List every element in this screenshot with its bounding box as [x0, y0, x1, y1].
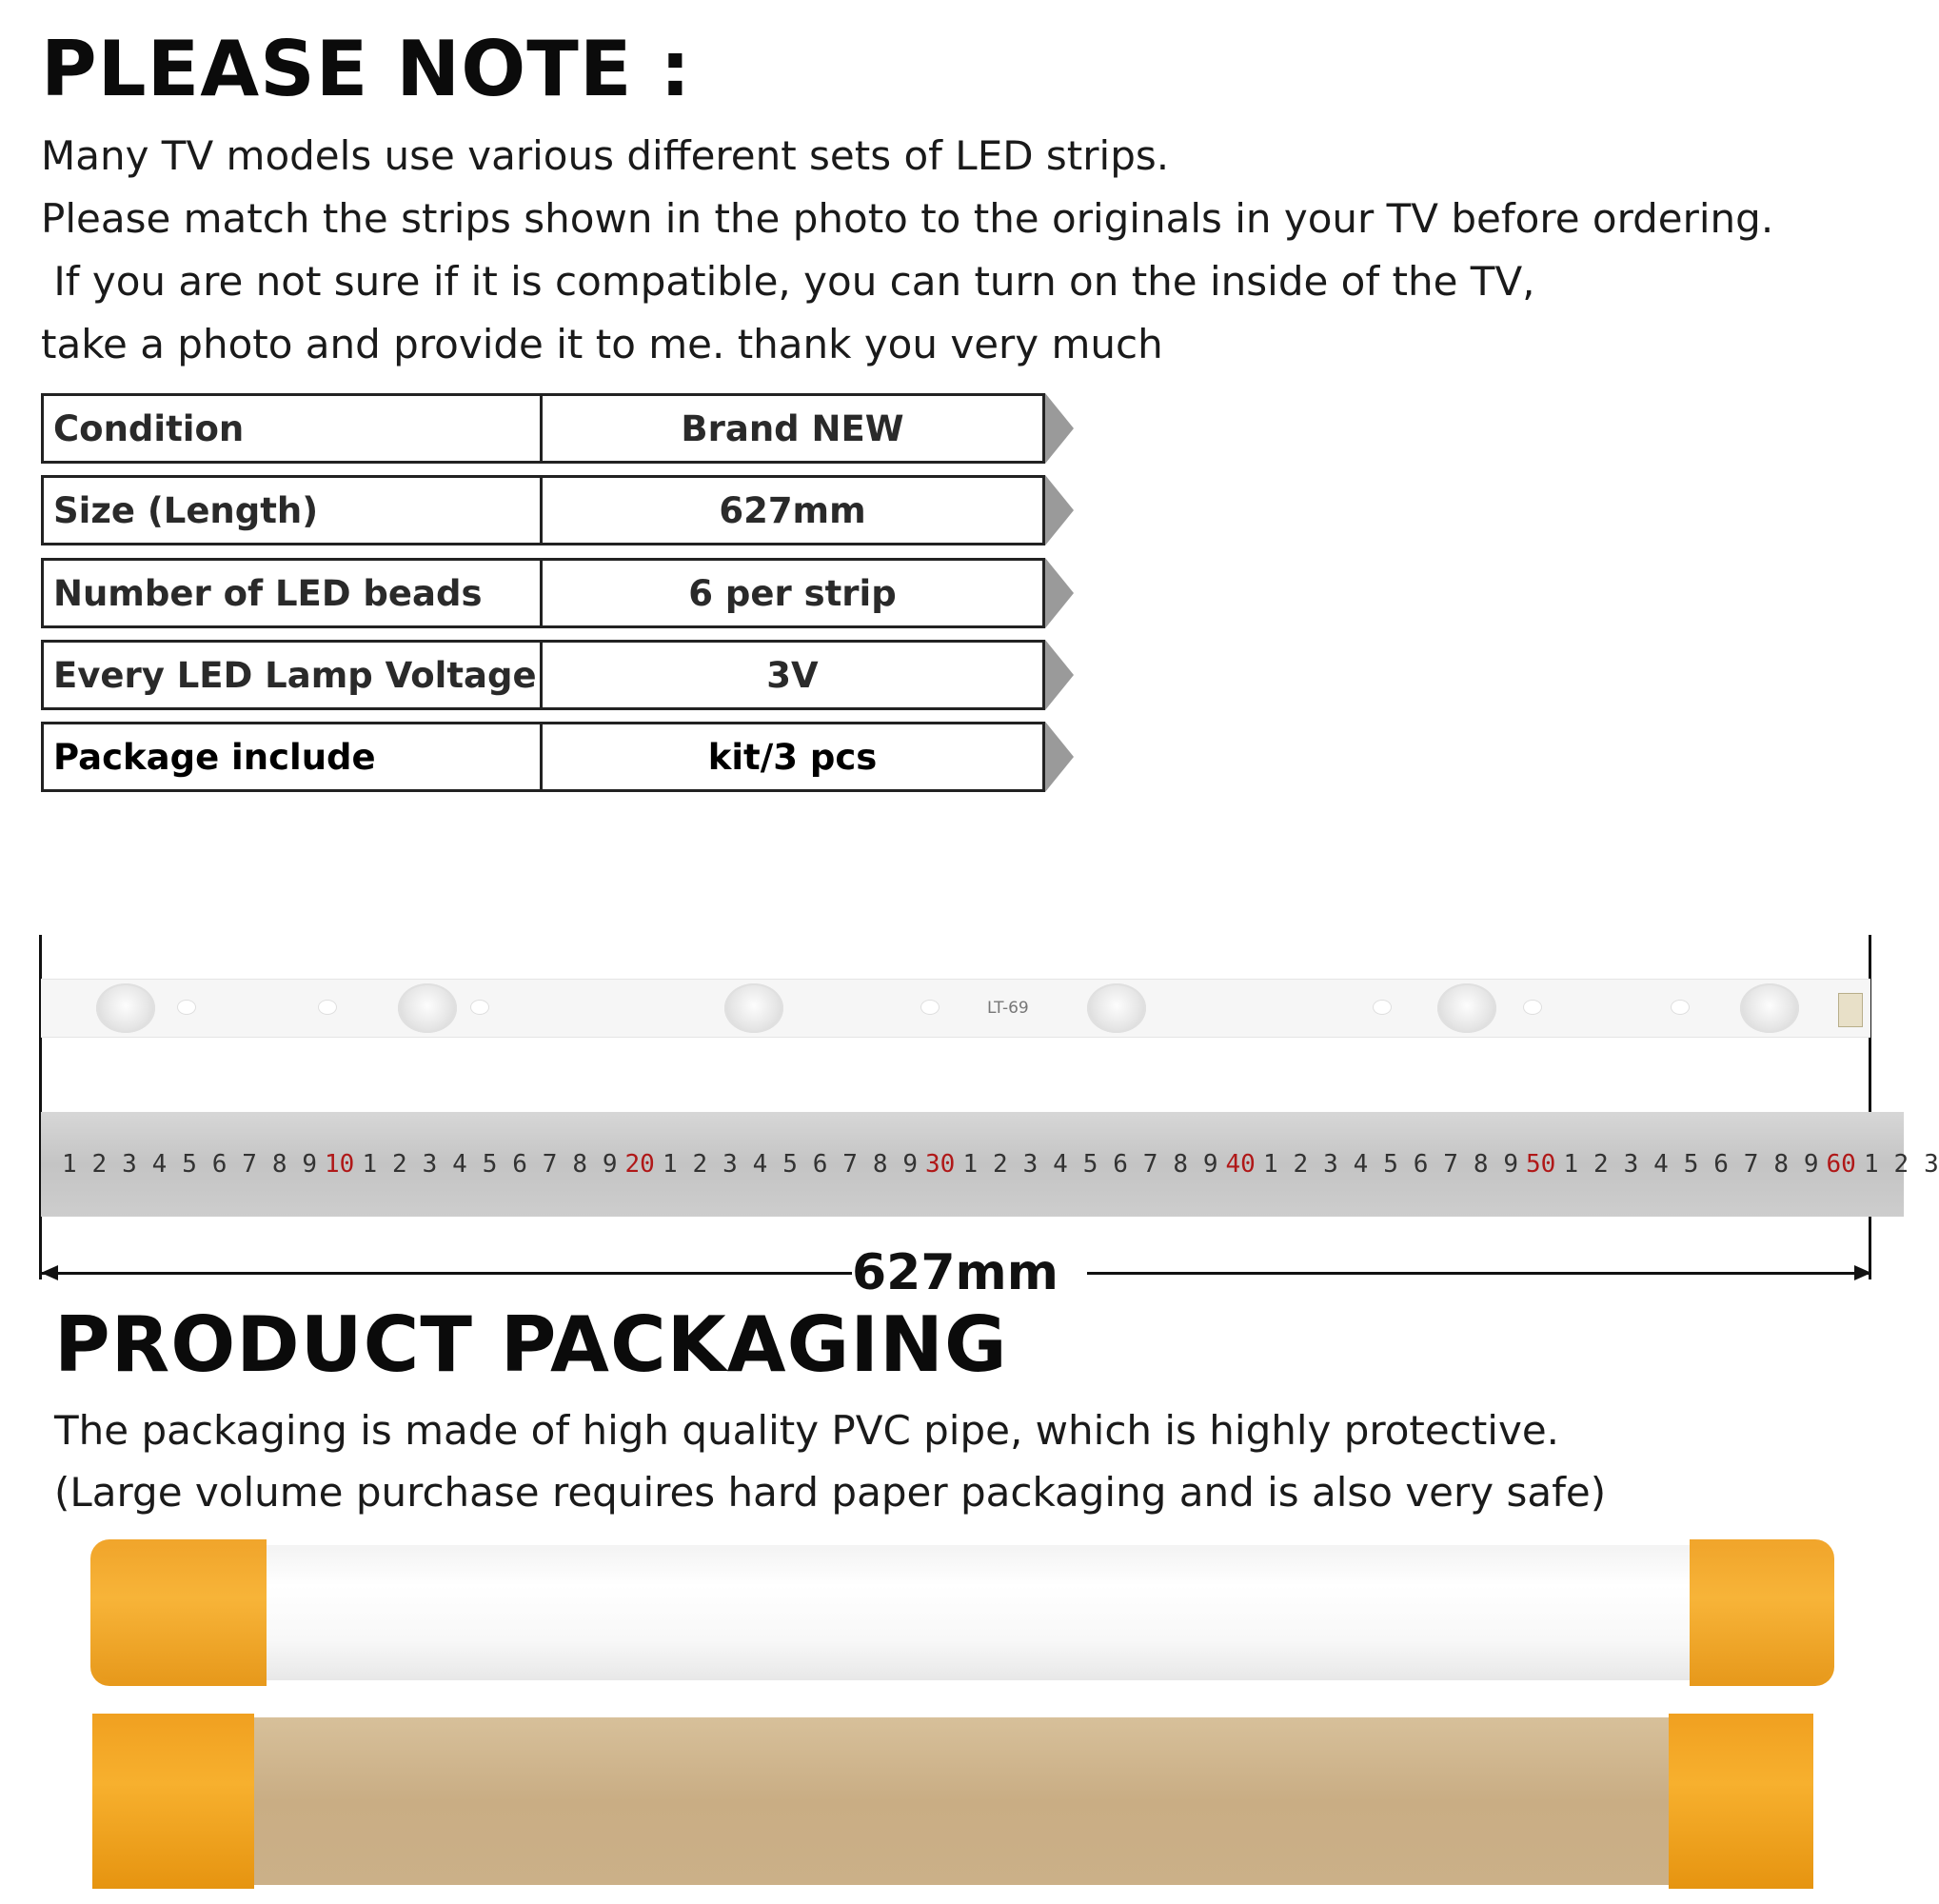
mount-hole	[1374, 1001, 1391, 1014]
packaging-line-2: (Large volume purchase requires hard paper packaging and is also very safe)	[54, 1469, 1607, 1516]
ruler-tick-label: 8	[271, 1150, 287, 1179]
ruler-tick-label: 40	[1225, 1150, 1256, 1179]
ruler-tick-label: 1	[663, 1150, 678, 1179]
dimension-line-left	[41, 1272, 852, 1275]
connector-icon	[1838, 993, 1863, 1027]
ruler-tick-label: 8	[1173, 1150, 1188, 1179]
led-strip-image	[41, 979, 1870, 1038]
ruler-tick-label: 9	[1202, 1150, 1218, 1179]
ruler-tick-label: 1	[1563, 1150, 1579, 1179]
row-arrow-icon	[1045, 558, 1074, 628]
ruler-tick-label: 6	[211, 1150, 228, 1179]
ruler-tick-label: 2	[993, 1150, 1008, 1179]
mount-hole	[471, 1001, 488, 1014]
row-arrow-icon	[1045, 475, 1074, 545]
ruler-tick-label: 3	[1022, 1150, 1039, 1179]
tape-cap-left	[90, 1539, 267, 1686]
mount-hole	[921, 1001, 939, 1014]
spec-label: Size (Length)	[41, 475, 543, 545]
ruler-tick-label: 3	[422, 1150, 438, 1179]
spec-value: kit/3 pcs	[540, 722, 1045, 792]
ruler-tick-label: 7	[242, 1150, 257, 1179]
ruler-tick-label: 8	[572, 1150, 587, 1179]
ruler-tick-label: 4	[1653, 1150, 1669, 1179]
ruler-tick-label: 2	[1593, 1150, 1609, 1179]
ruler-tick-label: 5	[1683, 1150, 1699, 1179]
led-lens-icon	[1740, 983, 1799, 1033]
row-arrow-icon	[1045, 640, 1074, 710]
mount-hole	[1524, 1001, 1541, 1014]
spec-value: Brand NEW	[540, 393, 1045, 464]
arrow-left-icon	[41, 1265, 58, 1280]
ruler-tick-label: 50	[1525, 1150, 1556, 1179]
note-title: PLEASE NOTE :	[41, 25, 692, 113]
ruler-tick-label: 7	[1142, 1150, 1158, 1179]
ruler-tick-label: 5	[1082, 1150, 1098, 1179]
ruler-tick-label: 9	[602, 1150, 618, 1179]
ruler-tick-label: 8	[872, 1150, 888, 1179]
spec-row-beads	[41, 558, 1045, 634]
spec-value: 3V	[540, 640, 1045, 710]
spec-row-voltage	[41, 640, 1045, 716]
ruler-tick-label: 4	[1053, 1150, 1068, 1179]
ruler-tick-label: 8	[1473, 1150, 1489, 1179]
ruler-tick-label: 2	[392, 1150, 407, 1179]
ruler-tick-label: 3	[1323, 1150, 1338, 1179]
ruler-tick-label: 6	[1113, 1150, 1128, 1179]
ruler-tick-label: 2	[91, 1150, 108, 1179]
strip-model-label: LT-69	[987, 999, 1029, 1018]
led-lens-icon	[398, 983, 457, 1033]
ruler-tick-label: 9	[902, 1150, 919, 1179]
tape-cap-right	[1690, 1539, 1834, 1686]
ruler-tick-label: 9	[302, 1150, 318, 1179]
ruler-tick-label: 6	[812, 1150, 828, 1179]
ruler-tick-label: 4	[452, 1150, 467, 1179]
dimension-line-right	[1087, 1272, 1870, 1275]
ruler-tick-label: 6	[1413, 1150, 1429, 1179]
ruler-tick-label: 6	[1713, 1150, 1729, 1179]
ruler-tick-label: 1	[962, 1150, 979, 1179]
ruler-tick-label: 1	[62, 1150, 77, 1179]
ruler-tick-label: 1	[1263, 1150, 1278, 1179]
ruler-tick-label: 1	[362, 1150, 378, 1179]
spec-label: Package include	[41, 722, 543, 792]
ruler-tick-label: 20	[624, 1150, 655, 1179]
ruler-tick-label: 7	[1443, 1150, 1458, 1179]
pvc-tube-image	[92, 1545, 1832, 1680]
packaging-line-1: The packaging is made of high quality PVC pipe, which is highly protective.	[54, 1407, 1560, 1454]
ruler-tick-label: 9	[1803, 1150, 1819, 1179]
led-lens-icon	[1437, 983, 1496, 1033]
ruler-image	[41, 1112, 1939, 1217]
ruler-tick-label: 1	[1864, 1150, 1879, 1179]
note-line-1: Many TV models use various different sets of LED strips.	[41, 132, 1170, 179]
led-lens-icon	[96, 983, 155, 1033]
dimension-label: 627mm	[852, 1244, 1059, 1301]
ruler-tick-label: 6	[512, 1150, 527, 1179]
ruler-tick-label: 60	[1826, 1150, 1856, 1179]
spec-label: Number of LED beads	[41, 558, 543, 628]
ruler-tick-label: 7	[1743, 1150, 1759, 1179]
spec-row-condition	[41, 393, 1045, 469]
ruler-tick-label: 30	[924, 1150, 956, 1179]
mount-hole	[178, 1001, 195, 1014]
ruler-tick-label: 7	[542, 1150, 558, 1179]
ruler-tick-label: 4	[1353, 1150, 1369, 1179]
ruler-tick-label: 3	[722, 1150, 738, 1179]
ruler-tick-label: 4	[151, 1150, 168, 1179]
note-line-4: take a photo and provide it to me. thank you very much	[41, 321, 1163, 367]
ruler-tick-label: 9	[1503, 1150, 1519, 1179]
led-lens-icon	[1087, 983, 1146, 1033]
ruler-tick-label: 7	[842, 1150, 858, 1179]
tape-end-right	[1669, 1714, 1813, 1889]
cardboard-box-image	[92, 1717, 1813, 1885]
spec-label: Condition	[41, 393, 543, 464]
ruler-tick-label: 3	[122, 1150, 137, 1179]
ruler-tick-label: 2	[1893, 1150, 1909, 1179]
ruler-tick-label: 10	[324, 1150, 355, 1179]
tape-end-left	[92, 1714, 254, 1889]
spec-row-package	[41, 722, 1045, 798]
ruler-tick-label: 2	[692, 1150, 708, 1179]
ruler-tick-label: 3	[1623, 1150, 1639, 1179]
packaging-title: PRODUCT PACKAGING	[54, 1300, 1008, 1389]
ruler-tick-label: 3	[1924, 1150, 1939, 1179]
note-line-3: If you are not sure if it is compatible, you can turn on the inside of the TV,	[41, 258, 1535, 305]
arrow-right-icon	[1854, 1265, 1871, 1280]
led-lens-icon	[724, 983, 783, 1033]
ruler-tick-label: 5	[182, 1150, 197, 1179]
spec-label: Every LED Lamp Voltage	[41, 640, 543, 710]
note-line-2: Please match the strips shown in the photo to the originals in your TV before ordering.	[41, 195, 1774, 242]
row-arrow-icon	[1045, 722, 1074, 792]
spec-row-size	[41, 475, 1045, 551]
spec-value: 627mm	[540, 475, 1045, 545]
ruler-tick-label: 8	[1773, 1150, 1789, 1179]
ruler-tick-label: 5	[482, 1150, 498, 1179]
ruler-tick-label: 4	[752, 1150, 768, 1179]
ruler-tick-label: 2	[1293, 1150, 1309, 1179]
mount-hole	[1672, 1001, 1689, 1014]
spec-value: 6 per strip	[540, 558, 1045, 628]
ruler-tick-label: 5	[1383, 1150, 1398, 1179]
ruler-tick-label: 5	[782, 1150, 798, 1179]
row-arrow-icon	[1045, 393, 1074, 464]
mount-hole	[319, 1001, 336, 1014]
